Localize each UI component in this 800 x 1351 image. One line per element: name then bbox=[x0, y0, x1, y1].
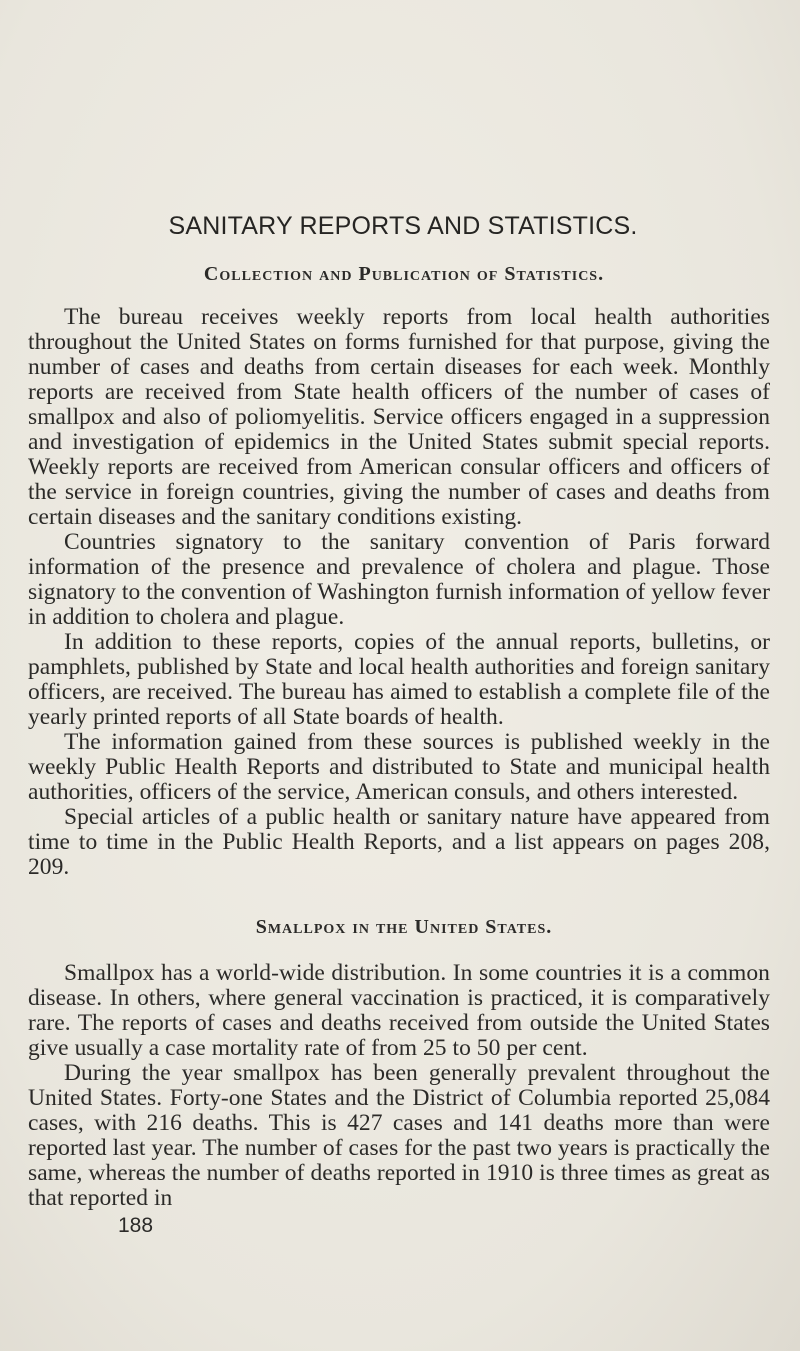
section-heading-smallpox: Smallpox in the United States. bbox=[255, 916, 553, 938]
paragraph: The information gained from these sources is published weekly in the weekly Public Health Reports and distributed to State and municipal health authorities, officers of the service, American consuls, and others interested. bbox=[28, 729, 770, 805]
page-number: 188 bbox=[118, 1214, 154, 1237]
paragraph: Smallpox has a world-wide distribution. In some countries it is a common disease. In others, where general vaccination is practiced, it is comparatively rare. The reports of cases and deaths received from outside the United States give usually a case mortality rate of from 25 to 50 per cent. bbox=[28, 960, 770, 1061]
paragraph: Special articles of a public health or sanitary nature have appeared from time to time in the Public Health Reports, and a list appears on pages 208, 209. bbox=[28, 804, 770, 880]
paragraph: During the year smallpox has been generally prevalent throughout the United States. Forty-one States and the District of Columbia reported 25,084 cases, with 216 deaths. This is 427 cases and 141 deaths more than were reported last year. The number of cases for the past two years is practically the same, whereas the number of deaths reported in 1910 is three times as great as that reported in bbox=[28, 1060, 770, 1211]
paragraph: Countries signatory to the sanitary convention of Paris forward information of the presence and prevalence of cholera and plague. Those signatory to the convention of Washington furnish information of yellow fever in addition to cholera and plague. bbox=[28, 529, 770, 630]
page-title: SANITARY REPORTS AND STATISTICS. bbox=[168, 212, 638, 240]
section-heading-collection: Collection and Publication of Statistics. bbox=[203, 263, 605, 285]
paragraph: In addition to these reports, copies of the annual reports, bulletins, or pamphlets, published by State and local health authorities and foreign sanitary officers, are received. The bureau has aimed to establish a complete file of the yearly printed reports of all State boards of health. bbox=[28, 629, 770, 730]
page-content bbox=[28, 212, 770, 1238]
paragraph: The bureau receives weekly reports from local health authorities throughout the United States on forms furnished for that purpose, giving the number of cases and deaths from certain diseases for each week. Monthly reports are received from State health officers of the number of cases of smallpox and also of poliomyelitis. Service officers engaged in a suppression and investigation of epidemics in the United States submit special reports. Weekly reports are received from American consular officers and officers of the service in foreign countries, giving the number of cases and deaths from certain diseases and the sanitary conditions existing. bbox=[28, 304, 770, 530]
